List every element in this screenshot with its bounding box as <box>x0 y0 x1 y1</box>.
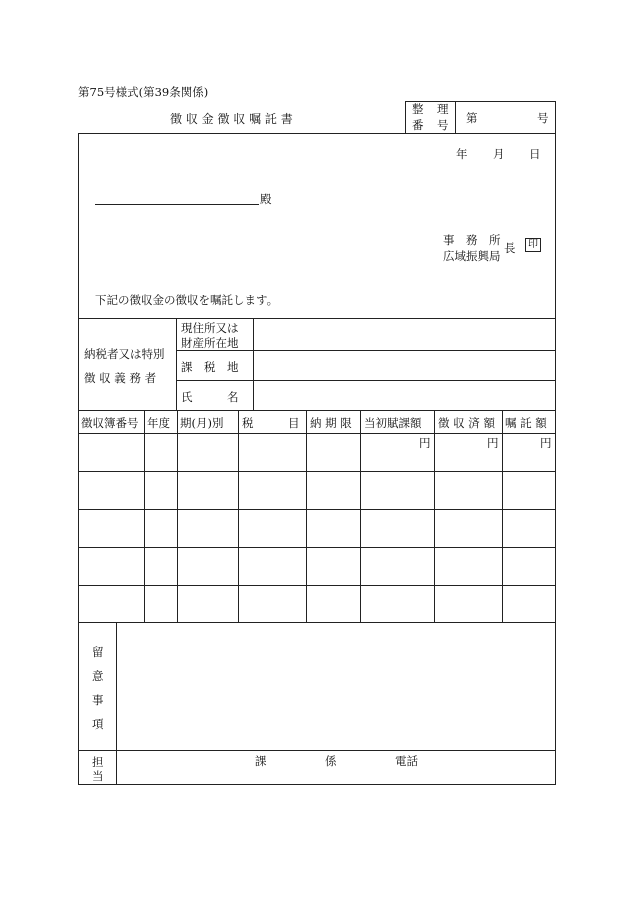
seiri-label-2: 理 <box>437 102 449 116</box>
tantou-label-2: 当 <box>92 769 104 783</box>
yen-unit: 円 <box>419 436 431 450</box>
address-label-1: 現住所又は <box>181 321 239 335</box>
footer-ka: 課 <box>255 754 267 768</box>
address-label-2: 財産所在地 <box>181 336 239 350</box>
bangou-label-1: 番 <box>412 118 424 132</box>
name-field[interactable] <box>254 381 555 410</box>
dai-label: 第 <box>466 111 478 125</box>
header-nendo: 年度 <box>147 416 170 430</box>
notes-label-4: 項 <box>92 717 104 731</box>
office-line1: 事 務 所 <box>443 233 501 247</box>
header-tousho-fuka: 当初賦課額 <box>364 416 422 430</box>
header-choshubo-no: 徴収簿番号 <box>81 416 139 430</box>
notes-field[interactable] <box>117 623 555 750</box>
tax-location-label: 課 税 地 <box>181 360 239 374</box>
header-choshu-zumi: 徴 収 済 額 <box>438 416 495 430</box>
table-row[interactable] <box>79 434 555 471</box>
addressee-line[interactable] <box>95 204 259 205</box>
gou-label: 号 <box>537 111 549 125</box>
footer-denwa: 電話 <box>395 754 418 768</box>
address-field[interactable] <box>254 319 555 350</box>
form-number: 第75号様式(第39条関係) <box>78 85 209 99</box>
taxpayer-label-2: 徴 収 義 務 者 <box>84 371 157 385</box>
bangou-label-2: 号 <box>437 118 449 132</box>
date-day: 日 <box>529 147 541 161</box>
notes-label-1: 留 <box>92 645 104 659</box>
header-kibetsu: 期(月)別 <box>180 416 224 430</box>
date-year: 年 <box>456 147 468 161</box>
tantou-label-1: 担 <box>92 755 104 769</box>
yen-unit: 円 <box>487 436 499 450</box>
seal-stamp: 印 <box>525 238 541 252</box>
table-row[interactable] <box>79 586 555 622</box>
office-line2: 広域振興局 <box>443 249 501 263</box>
header-zeimoku: 税 目 <box>242 416 300 430</box>
office-title: 長 <box>504 241 516 255</box>
yen-unit: 円 <box>540 436 552 450</box>
notes-label-3: 事 <box>92 693 104 707</box>
table-row[interactable] <box>79 472 555 509</box>
taxpayer-label-1: 納税者又は特別 <box>84 347 165 361</box>
addressee-suffix: 殿 <box>260 192 272 206</box>
request-text: 下記の徴収金の徴収を嘱託します。 <box>95 293 279 307</box>
footer-kakari: 係 <box>325 754 337 768</box>
header-noukigen: 納 期 限 <box>310 416 352 430</box>
page-title: 徴 収 金 徴 収 嘱 託 書 <box>170 112 293 126</box>
header-shokutaku: 嘱 託 額 <box>505 416 547 430</box>
seiri-label-1: 整 <box>412 102 424 116</box>
tax-location-field[interactable] <box>254 351 555 380</box>
table-row[interactable] <box>79 510 555 547</box>
name-label: 氏 名 <box>181 390 239 404</box>
date-month: 月 <box>493 147 505 161</box>
table-row[interactable] <box>79 548 555 585</box>
notes-label-2: 意 <box>92 669 104 683</box>
